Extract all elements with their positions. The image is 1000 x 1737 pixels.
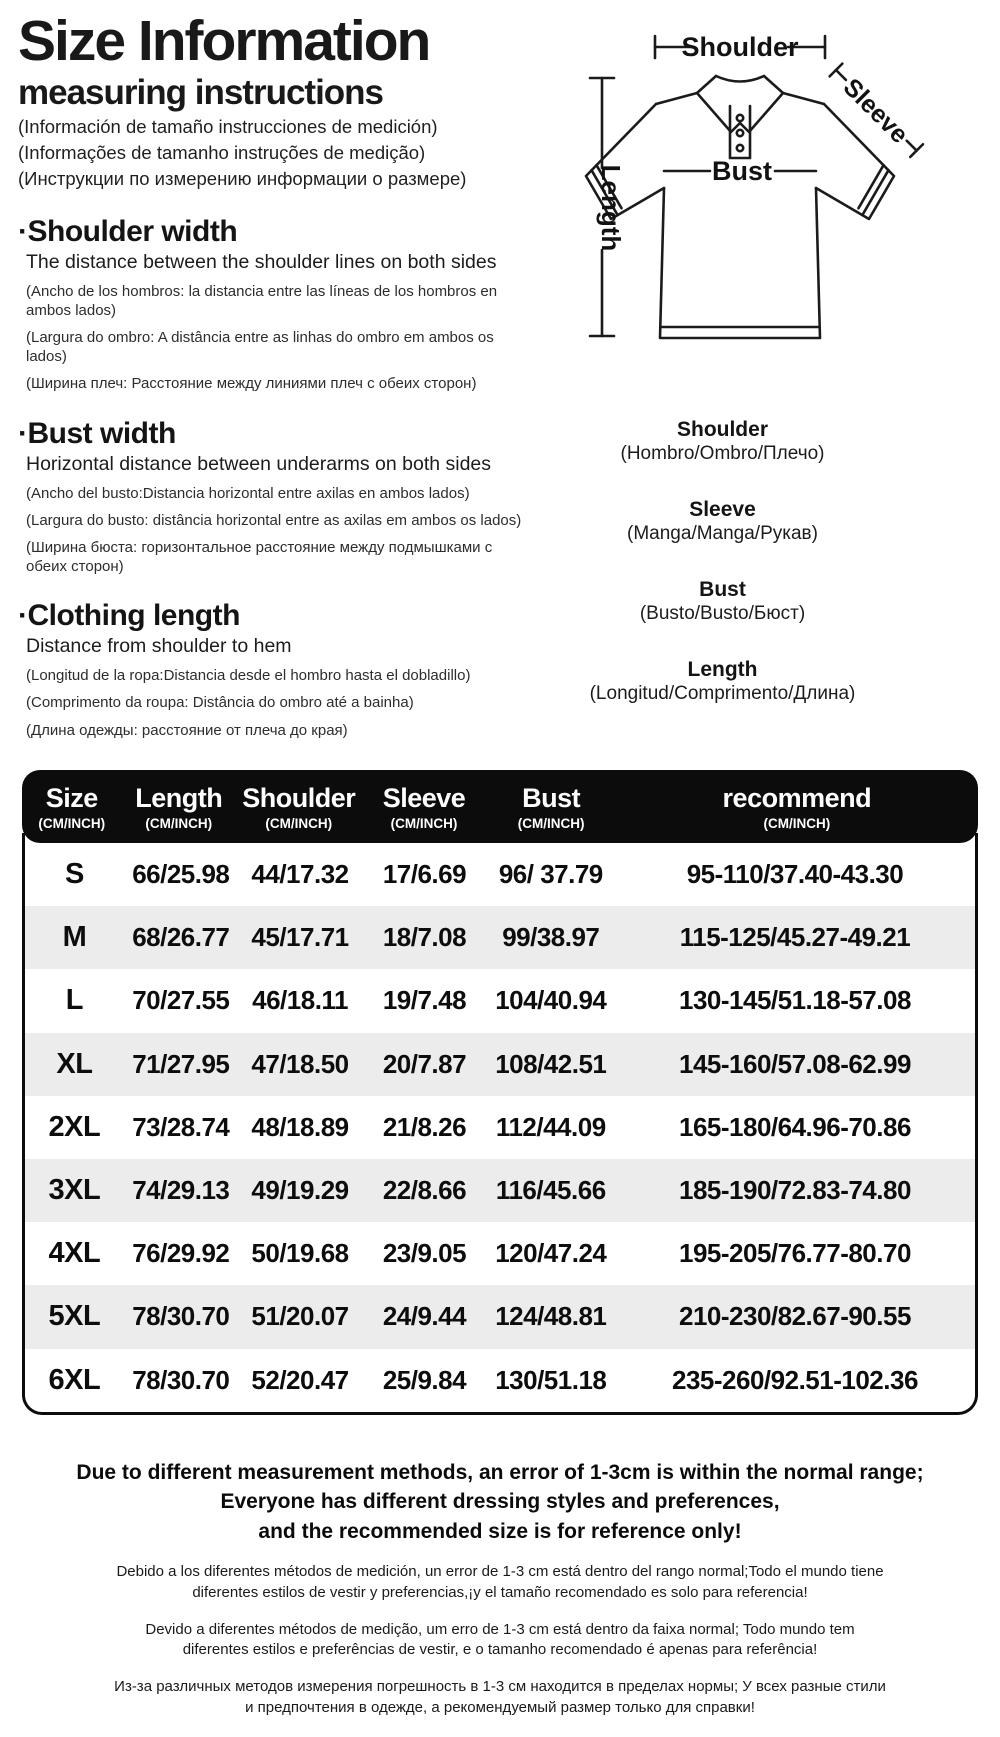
size-table-body [22,833,978,1415]
cell-bust: 120/47.24 [495,1238,607,1269]
cell-bust: 99/38.97 [502,922,600,953]
column-unit: (CM/INCH) [517,816,585,831]
footer-paragraph-ru [0,1677,1000,1718]
column-unit: (CM/INCH) [763,816,831,831]
footer-notes [0,1458,1000,1718]
cell-shoulder: 44/17.32 [251,859,349,890]
cell-length: 70/27.55 [132,985,230,1016]
cell-shoulder: 49/19.29 [251,1175,349,1206]
section-title: ·Clothing length [18,599,240,633]
subtitle-translation-line: (Información de tamaño instrucciones de medición) [18,116,438,138]
column-name: Bust [522,783,581,813]
cell-bust: 116/45.66 [495,1175,606,1206]
column-name: recommend [722,783,872,813]
cell-size: 5XL [48,1300,101,1333]
footer-line: Debido a los diferentes métodos de medición, un error de 1-3 cm está dentro del rango normal;Todo el mundo tiene [116,1563,884,1581]
column-header-shoulder [236,783,361,831]
cell-recommend: 210-230/82.67-90.55 [678,1301,911,1332]
footer-emphasis-line: Everyone has different dressing styles and preferences, [220,1490,780,1514]
cell-sleeve: 19/7.48 [382,985,467,1016]
footer-line: Devido a diferentes métodos de medição, um erro de 1-3 cm está dentro da faixa normal; Todo mundo tem [145,1620,855,1638]
cell-recommend: 130-145/51.18-57.08 [678,985,911,1016]
subtitle-translation-line: (Informações de tamanho instruções de medição) [18,142,426,164]
footer-paragraph-es [0,1562,1000,1603]
cell-recommend: 235-260/92.51-102.36 [672,1364,918,1395]
measure-section [18,215,548,394]
cell-size: S [64,858,84,891]
shirt-diagram [540,6,1000,378]
column-unit: (CM/INCH) [390,816,458,831]
section-translation: (Ширина бюста: горизонтальное расстояние между подмышками с обеих сторон) [26,538,493,576]
cell-length: 76/29.92 [132,1238,230,1269]
table-row [25,1349,975,1412]
table-row [25,906,975,969]
size-table [22,770,978,1415]
legend-item [540,578,905,625]
cell-sleeve: 18/7.08 [382,922,467,953]
cell-bust: 108/42.51 [495,1048,607,1079]
cell-size: XL [56,1047,93,1080]
measure-section [18,417,548,577]
table-row [25,1159,975,1222]
legend-translation: (Manga/Manga/Рукав) [627,523,818,544]
section-translation: (Ширина плеч: Расстояние между линиями плеч с обеих сторон) [26,375,477,393]
cell-recommend: 185-190/72.83-74.80 [678,1175,911,1206]
table-row [25,1096,975,1159]
cell-shoulder: 52/20.47 [251,1364,349,1395]
cell-shoulder: 50/19.68 [251,1238,349,1269]
subtitle-translation-line: (Инструкции по измерению информации о размере) [18,168,467,190]
cell-length: 66/25.98 [132,859,230,890]
cell-bust: 112/44.09 [495,1111,606,1142]
table-row [25,1222,975,1285]
column-header-bust [487,783,616,831]
cell-recommend: 165-180/64.96-70.86 [678,1111,911,1142]
footer-emphasis [0,1458,1000,1546]
cell-sleeve: 20/7.87 [382,1048,467,1079]
cell-shoulder: 47/18.50 [251,1048,349,1079]
cell-length: 68/26.77 [132,922,230,953]
cell-recommend: 145-160/57.08-62.99 [678,1048,911,1079]
cell-size: 2XL [48,1110,101,1143]
cell-recommend: 195-205/76.77-80.70 [678,1238,911,1269]
table-row [25,1285,975,1348]
footer-line: diferentes estilos e preferências de vestir, e o tamanho recomendado é apenas para referência! [182,1641,818,1659]
legend-term: Shoulder [676,418,768,441]
section-description: The distance between the shoulder lines on both sides [26,250,497,273]
column-unit: (CM/INCH) [38,816,106,831]
table-row [25,969,975,1032]
cell-length: 78/30.70 [132,1364,230,1395]
footer-paragraph-pt [0,1620,1000,1661]
polo-shirt-illustration [540,6,1000,378]
page-title: Size Information [18,9,430,73]
section-translation: (Comprimento da roupa: Distância do ombro até a bainha) [26,694,414,712]
cell-sleeve: 21/8.26 [382,1111,467,1142]
cell-shoulder: 46/18.11 [252,985,348,1016]
cell-shoulder: 45/17.71 [251,922,349,953]
subtitle-translations [18,114,548,191]
cell-sleeve: 17/6.69 [382,859,467,890]
cell-length: 74/29.13 [132,1175,230,1206]
diagram-legend [540,418,905,738]
legend-translation: (Longitud/Comprimento/Длина) [589,683,856,704]
column-unit: (CM/INCH) [145,816,213,831]
legend-term: Sleeve [689,498,756,521]
diagram-bust-label: Bust [712,156,772,186]
section-title: ·Shoulder width [18,214,238,248]
footer-line: Из-за различных методов измерения погрешность в 1-3 см находится в пределах нормы; У всех разные стили [114,1677,886,1695]
diagram-sleeve-label: Sleeve [837,73,914,149]
footer-emphasis-line: and the recommended size is for reference only! [258,1519,742,1543]
column-unit: (CM/INCH) [265,816,333,831]
cell-sleeve: 24/9.44 [382,1301,467,1332]
column-name: Length [135,783,223,813]
section-title: ·Bust width [18,416,176,450]
cell-size: 4XL [48,1237,101,1270]
cell-shoulder: 51/20.07 [251,1301,349,1332]
legend-translation: (Hombro/Ombro/Плечо) [620,443,825,464]
section-translation: (Longitud de la ropa:Distancia desde el hombro hasta el dobladillo) [26,667,471,685]
cell-size: 6XL [48,1363,101,1396]
legend-translation: (Busto/Busto/Бюст) [639,603,806,624]
footer-line: diferentes estilos de vestir y preferencias,¡y el tamaño recomendado es solo para referencia! [192,1583,808,1601]
cell-sleeve: 23/9.05 [382,1238,467,1269]
legend-item [540,418,905,465]
legend-term: Bust [699,578,746,601]
measure-section [18,599,548,740]
footer-emphasis-line: Due to different measurement methods, an error of 1-3cm is within the normal range; [76,1461,924,1484]
cell-sleeve: 25/9.84 [382,1364,467,1395]
column-header-sleeve [361,783,486,831]
cell-bust: 104/40.94 [495,985,607,1016]
legend-term: Length [687,658,758,681]
cell-size: M [62,921,87,954]
section-translation: (Длина одежды: расстояние от плеча до края) [26,721,348,739]
section-translation: (Largura do ombro: A distância entre as linhas do ombro em ambos os lados) [26,328,494,366]
section-translation: (Largura do busto: distância horizontal entre as axilas em ambos os lados) [26,511,522,529]
column-name: Size [45,783,98,813]
table-row [25,843,975,906]
cell-bust: 130/51.18 [495,1364,607,1395]
cell-size: L [65,984,83,1017]
size-table-header [22,770,978,843]
column-name: Shoulder [242,783,356,813]
table-row [25,1033,975,1096]
column-name: Sleeve [382,783,466,813]
cell-recommend: 95-110/37.40-43.30 [686,859,904,890]
intro-column [18,9,548,740]
cell-sleeve: 22/8.66 [382,1175,467,1206]
column-header-length [121,783,236,831]
column-header-recommend [616,783,978,831]
cell-length: 73/28.74 [132,1111,230,1142]
cell-bust: 96/ 37.79 [498,859,603,890]
section-translation: (Ancho del busto:Distancia horizontal entre axilas en ambos lados) [26,484,470,502]
shirt-outline [586,76,894,338]
measure-sections [18,215,548,740]
page-subtitle: measuring instructions [18,73,384,113]
footer-line: и предпочтения в одежде, а рекомендуемый размер только для справки! [245,1698,755,1716]
cell-recommend: 115-125/45.27-49.21 [679,922,911,953]
section-description: Horizontal distance between underarms on both sides [26,452,492,475]
cell-shoulder: 48/18.89 [251,1111,349,1142]
cell-length: 78/30.70 [132,1301,230,1332]
section-translation: (Ancho de los hombros: la distancia entre las líneas de los hombros en ambos lados) [26,282,498,319]
section-description: Distance from shoulder to hem [26,635,292,658]
cell-size: 3XL [48,1174,101,1207]
diagram-length-label: Length [596,164,626,252]
cell-length: 71/27.95 [132,1048,230,1079]
footer-translations [0,1562,1000,1718]
cell-bust: 124/48.81 [495,1301,607,1332]
column-header-size [22,783,121,831]
legend-item [540,658,905,705]
diagram-shoulder-label: Shoulder [681,32,799,62]
legend-item [540,498,905,545]
